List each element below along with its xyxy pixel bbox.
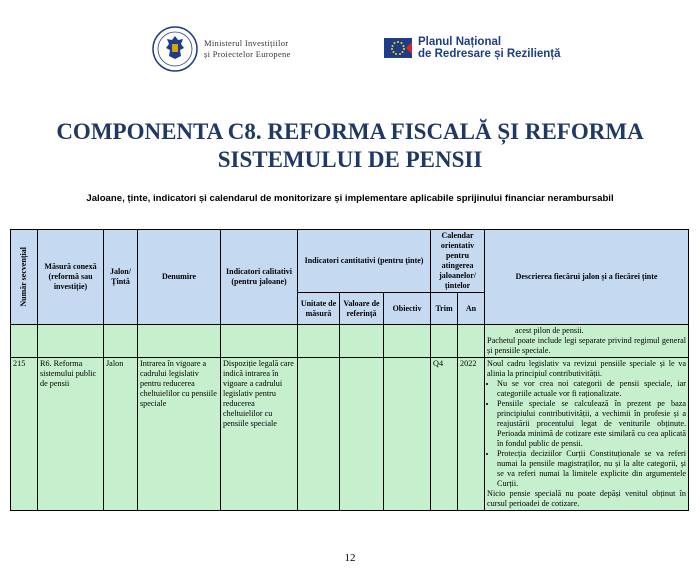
- cell-desc: [485, 358, 689, 511]
- header-name: Denumire: [138, 230, 221, 325]
- ministry-name: [204, 38, 291, 60]
- table-row: [11, 358, 689, 511]
- desc-bullet: • Pensiile speciale se calculează în prezent pe baza principiului contributivității, a vechimii în profesie și a reajustării procentului legat de veniturile obținute. Perioada minimă de cotizare este similară cu cea aplicată în fondul public de pensii.: [497, 399, 686, 449]
- header-desc: Descrierea fiecărui jalon și a fiecărei ținte: [485, 230, 689, 325]
- desc-bullet: • Nu se vor crea noi categorii de pensii speciale, iar categoriile actuale vor fi raționalizate.: [497, 379, 686, 399]
- cell-name: Intrarea în vigoare a cadrului legislativ pentru reducerea cheltuielilor cu pensiile speciale: [138, 358, 221, 511]
- header-target: Obiectiv: [384, 293, 431, 325]
- continuation-line2: Pachetul poate include legi separate privind regimul general și pensiile speciale.: [487, 336, 687, 355]
- desc-bullets: [487, 379, 686, 489]
- cell-qual: Dispoziție legală care indică intrarea în vigoare a cadrului legislativ pentru reducerea cheltuielilor cu pensiile speciale: [221, 358, 298, 511]
- ministry-line1: Ministerul Investițiilor: [204, 38, 289, 48]
- table-header-row: [11, 230, 689, 293]
- header-baseline: Valoare de referință: [340, 293, 384, 325]
- desc-outro: Nicio pensie specială nu poate depăși venitul obținut în cursul perioadei de cotizare.: [487, 489, 687, 508]
- continuation-line1: acest pilon de pensii.: [515, 326, 584, 335]
- pnrr-name: [418, 36, 561, 60]
- header-num-label: Număr secvențial: [19, 247, 28, 307]
- header-type: Jalon/ Țintă: [104, 230, 138, 325]
- cell-baseline: [340, 358, 384, 511]
- table-row-continuation: [11, 325, 689, 358]
- government-emblem-icon: [152, 26, 198, 72]
- cell-quarter: Q4: [431, 358, 458, 511]
- cell-num: 215: [11, 358, 38, 511]
- pnrr-line1: Planul Național: [418, 36, 502, 48]
- milestones-table: [10, 229, 689, 511]
- header-num: [11, 230, 38, 325]
- header-qual: Indicatori calitativi (pentru jaloane): [221, 230, 298, 325]
- header-year: An: [458, 293, 485, 325]
- title-line2: SISTEMULUI DE PENSII: [217, 147, 483, 172]
- title-line1: COMPONENTA C8. REFORMA FISCALĂ ȘI REFORMA: [56, 119, 644, 144]
- desc-bullet: • Protecția deciziilor Curții Constituționale se va referi numai la pensiile magistraților, nu și la alte categorii, și se va referi numai la limitele explicite din argumentele Curții.: [497, 449, 686, 489]
- cell-year: 2022: [458, 358, 485, 511]
- header-measure: Măsură conexă (reformă sau investiție): [38, 230, 104, 325]
- ministry-logo: [152, 26, 291, 72]
- ministry-line2: și Proiectelor Europene: [204, 49, 291, 59]
- header-unit: Unitate de măsură: [298, 293, 340, 325]
- cell-measure: R6. Reforma sistemului public de pensii: [38, 358, 104, 511]
- header-quarter: Trim: [431, 293, 458, 325]
- eu-flag-icon: [384, 38, 412, 58]
- cell-target: [384, 358, 431, 511]
- cell-type: Jalon: [104, 358, 138, 511]
- header-calendar: Calendar orientativ pentru atingerea jaloanelor/ țintelor: [431, 230, 485, 293]
- cell-unit: [298, 358, 340, 511]
- pnrr-line2: de Redresare și Reziliență: [418, 48, 561, 60]
- pnrr-logo: [384, 36, 561, 60]
- desc-intro: Noul cadru legislativ va revizui pensiile speciale și le va alinia la principiul contributivității.: [487, 359, 687, 378]
- page-number: 12: [344, 552, 356, 564]
- page-title: [0, 118, 700, 174]
- page-subtitle: Jaloane, ținte, indicatori și calendarul de monitorizare și implementare aplicabile sprijinului financiar nerambursabil: [86, 193, 614, 204]
- header-quant: Indicatori cantitativi (pentru ținte): [298, 230, 431, 293]
- continuation-desc: [485, 325, 689, 358]
